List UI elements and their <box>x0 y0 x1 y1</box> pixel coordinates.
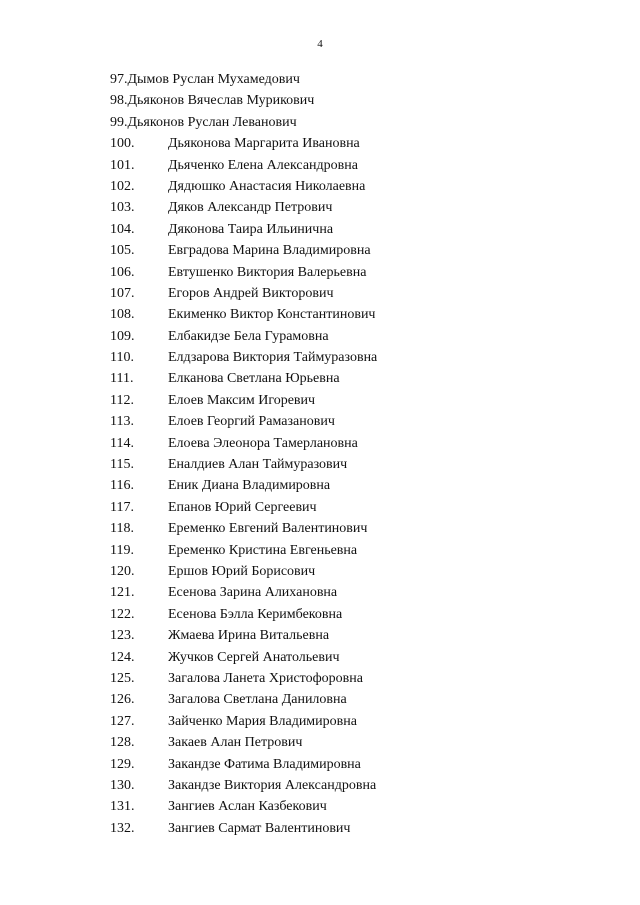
list-item-name: Загалова Ланета Христофоровна <box>168 670 363 686</box>
list-item <box>110 711 377 732</box>
list-item-number: 121. <box>110 585 135 601</box>
list-item-name: Зангиев Аслан Казбекович <box>168 799 327 815</box>
list-item-name: Егоров Андрей Викторович <box>168 285 334 301</box>
list-item-number: 127. <box>110 713 135 729</box>
list-item-name: Зангиев Сармат Валентинович <box>168 820 351 836</box>
list-item-name: Елоев Максим Игоревич <box>168 392 316 408</box>
list-item <box>110 540 377 561</box>
list-item-name: Есенова Зарина Алихановна <box>168 585 338 601</box>
list-item <box>110 604 377 625</box>
list-item-number: 132. <box>110 820 135 836</box>
list-item <box>110 433 377 454</box>
list-item-number: 115. <box>110 457 134 473</box>
list-item-number: 102. <box>110 178 135 194</box>
list-item-name: Дяконова Таира Ильинична <box>168 221 334 237</box>
list-item-name: Загалова Светлана Даниловна <box>168 692 347 708</box>
list-item <box>110 176 377 197</box>
list-item-name: Елбакидзе Бела Гурамовна <box>168 328 329 344</box>
list-item-name: Елоева Элеонора Тамерлановна <box>168 435 358 451</box>
list-item-number: 110. <box>110 350 134 366</box>
list-item-number: 119. <box>110 542 134 558</box>
list-item <box>110 347 377 368</box>
list-item-number: 111. <box>110 371 134 387</box>
list-item <box>110 818 377 839</box>
list-item <box>110 112 377 133</box>
list-item <box>110 775 377 796</box>
list-item-number: 118. <box>110 521 134 537</box>
list-item <box>110 689 377 710</box>
list-item-name: Дымов Руслан Мухамедович <box>127 72 300 87</box>
list-item <box>110 732 377 753</box>
list-item <box>110 390 377 411</box>
list-item <box>110 796 377 817</box>
list-item-name: Дьяконов Вячеслав Мурикович <box>127 93 315 109</box>
list-item-number: 125. <box>110 670 135 686</box>
list-item <box>110 454 377 475</box>
list-item <box>110 647 377 668</box>
list-item <box>110 754 377 775</box>
list-item-number: 107. <box>110 285 135 301</box>
list-item-number: 106. <box>110 264 135 280</box>
list-item-number: 129. <box>110 756 135 772</box>
list-item-number: 120. <box>110 563 135 579</box>
list-item-name: Закандзе Виктория Александровна <box>168 777 377 793</box>
list-item-name: Жучков Сергей Анатольевич <box>168 649 340 665</box>
list-item-number: 122. <box>110 606 135 622</box>
list-item-name: Евградова Марина Владимировна <box>168 243 371 259</box>
list-item-name: Зайченко Мария Владимировна <box>168 713 357 729</box>
list-item-number: 97. <box>110 72 128 87</box>
name-list <box>110 69 377 839</box>
list-item <box>110 240 377 261</box>
list-item <box>110 475 377 496</box>
list-item-name: Еременко Кристина Евгеньевна <box>168 542 358 558</box>
list-item-name: Евтушенко Виктория Валерьевна <box>168 264 367 280</box>
list-item <box>110 561 377 582</box>
list-item-number: 104. <box>110 221 135 237</box>
list-item-number: 124. <box>110 649 135 665</box>
list-item-number: 105. <box>110 243 135 259</box>
list-item-number: 126. <box>110 692 135 708</box>
list-item-number: 128. <box>110 735 135 751</box>
list-item-number: 101. <box>110 157 135 173</box>
list-item-number: 99. <box>110 114 128 130</box>
list-item-name: Дьяконов Руслан Леванович <box>127 114 297 130</box>
list-item <box>110 625 377 646</box>
list-item-number: 98. <box>110 93 128 109</box>
list-item-number: 112. <box>110 392 134 408</box>
list-item-name: Закандзе Фатима Владимировна <box>168 756 361 772</box>
list-item-name: Еник Диана Владимировна <box>168 478 331 494</box>
list-item-name: Ершов Юрий Борисович <box>168 563 316 579</box>
list-item <box>110 155 377 176</box>
list-item <box>110 518 377 539</box>
list-item-name: Елоев Георгий Рамазанович <box>168 414 335 430</box>
list-item <box>110 133 377 154</box>
list-item <box>110 262 377 283</box>
list-item-name: Епанов Юрий Сергеевич <box>168 499 317 515</box>
list-item-number: 130. <box>110 777 135 793</box>
list-item-name: Жмаева Ирина Витальевна <box>168 628 330 644</box>
list-item <box>110 582 377 603</box>
list-item-name: Екименко Виктор Константинович <box>168 307 376 323</box>
list-item-name: Дяков Александр Петрович <box>168 200 333 216</box>
list-item <box>110 368 377 389</box>
list-item-number: 116. <box>110 478 134 494</box>
list-item-number: 117. <box>110 499 134 515</box>
list-item-number: 131. <box>110 799 135 815</box>
list-item-name: Дядюшко Анастасия Николаевна <box>168 178 366 194</box>
list-item-number: 100. <box>110 136 135 152</box>
page-number: 4 <box>317 38 323 50</box>
list-item-number: 103. <box>110 200 135 216</box>
list-item <box>110 668 377 689</box>
list-item-number: 123. <box>110 628 135 644</box>
list-item-name: Еналдиев Алан Таймуразович <box>168 457 348 473</box>
list-item-name: Дьяченко Елена Александровна <box>168 157 358 173</box>
list-item <box>110 411 377 432</box>
list-item-name: Есенова Бэлла Керимбековна <box>168 606 343 622</box>
list-item-name: Елканова Светлана Юрьевна <box>168 371 340 387</box>
list-item <box>110 304 377 325</box>
list-item-number: 108. <box>110 307 135 323</box>
list-item-number: 113. <box>110 414 134 430</box>
list-item <box>110 326 377 347</box>
list-item <box>110 283 377 304</box>
list-item <box>110 197 377 218</box>
list-item <box>110 219 377 240</box>
list-item-name: Дьяконова Маргарита Ивановна <box>168 136 360 152</box>
list-item <box>110 69 377 90</box>
list-item <box>110 497 377 518</box>
list-item-name: Елдзарова Виктория Таймуразовна <box>168 350 378 366</box>
list-item <box>110 90 377 111</box>
list-item-number: 114. <box>110 435 134 451</box>
list-item-name: Закаев Алан Петрович <box>168 735 303 751</box>
list-item-number: 109. <box>110 328 135 344</box>
list-item-name: Еременко Евгений Валентинович <box>168 521 368 537</box>
